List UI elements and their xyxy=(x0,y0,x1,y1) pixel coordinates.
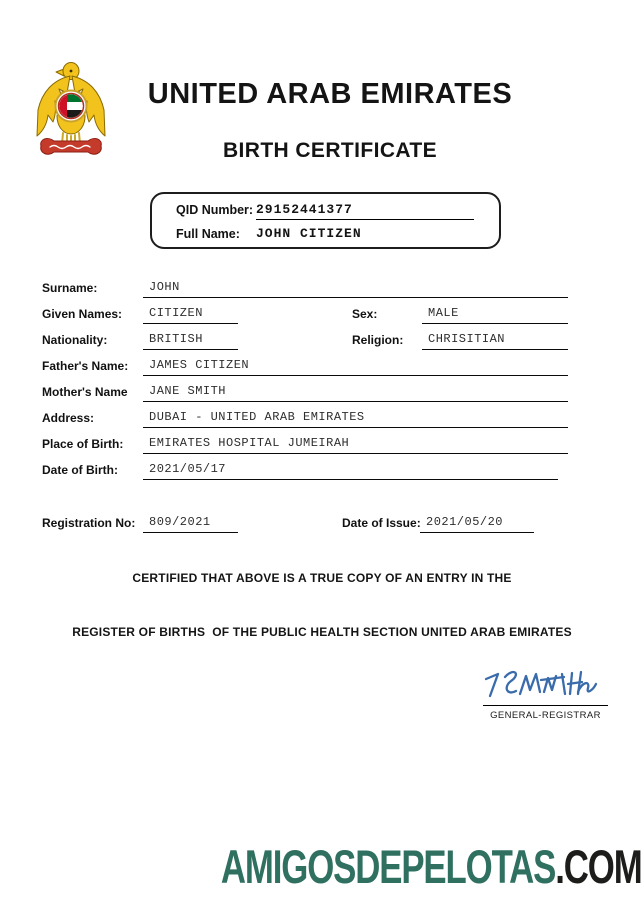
date-of-issue-label: Date of Issue: xyxy=(342,516,421,530)
registration-no-value: 809/2021 xyxy=(143,515,238,533)
sex-value: MALE xyxy=(422,306,568,324)
date-of-issue-value: 2021/05/20 xyxy=(420,515,534,533)
address-label: Address: xyxy=(42,411,95,425)
registration-no-label: Registration No: xyxy=(42,516,136,530)
address-value: DUBAI - UNITED ARAB EMIRATES xyxy=(143,410,568,428)
full-name-value: JOHN CITIZEN xyxy=(256,226,362,241)
document-title: BIRTH CERTIFICATE xyxy=(222,139,438,162)
uae-coat-of-arms-icon xyxy=(33,60,109,164)
religion-value: CHRISITIAN xyxy=(422,332,568,350)
date-of-birth-value: 2021/05/17 xyxy=(143,462,558,480)
full-name-label: Full Name: xyxy=(176,227,240,241)
nationality-label: Nationality: xyxy=(42,333,108,347)
watermark xyxy=(221,840,642,893)
mothers-name-value: JANE SMITH xyxy=(143,384,568,402)
given-names-value: CITIZEN xyxy=(143,306,238,324)
certification-line-2: REGISTER OF BIRTHS OF THE PUBLIC HEALTH SECTION UNITED ARAB EMIRATES xyxy=(72,625,572,639)
qid-number-label: QID Number: xyxy=(176,203,254,217)
fathers-name-value: JAMES CITIZEN xyxy=(143,358,568,376)
signature-line xyxy=(483,705,608,706)
sex-label: Sex: xyxy=(352,307,378,321)
place-of-birth-value: EMIRATES HOSPITAL JUMEIRAH xyxy=(143,436,568,454)
country-title: UNITED ARAB EMIRATES xyxy=(147,78,513,110)
date-of-birth-label: Date of Birth: xyxy=(42,463,118,477)
surname-value: JOHN xyxy=(143,280,568,298)
surname-label: Surname: xyxy=(42,281,98,295)
watermark-brand: AMIGOSDEPELOTAS xyxy=(221,840,556,893)
religion-label: Religion: xyxy=(352,333,404,347)
given-names-label: Given Names: xyxy=(42,307,123,321)
place-of-birth-label: Place of Birth: xyxy=(42,437,124,451)
fathers-name-label: Father's Name: xyxy=(42,359,129,373)
watermark-tld: .COM xyxy=(555,840,642,893)
mothers-name-label: Mother's Name xyxy=(42,385,128,399)
handwritten-signature-icon xyxy=(478,664,600,706)
qid-box xyxy=(150,192,501,249)
certification-line-1: CERTIFIED THAT ABOVE IS A TRUE COPY OF AN ENTRY IN THE xyxy=(132,571,512,585)
registrar-title: GENERAL-REGISTRAR xyxy=(490,710,601,721)
nationality-value: BRITISH xyxy=(143,332,238,350)
qid-number-value: 29152441377 xyxy=(256,202,474,220)
